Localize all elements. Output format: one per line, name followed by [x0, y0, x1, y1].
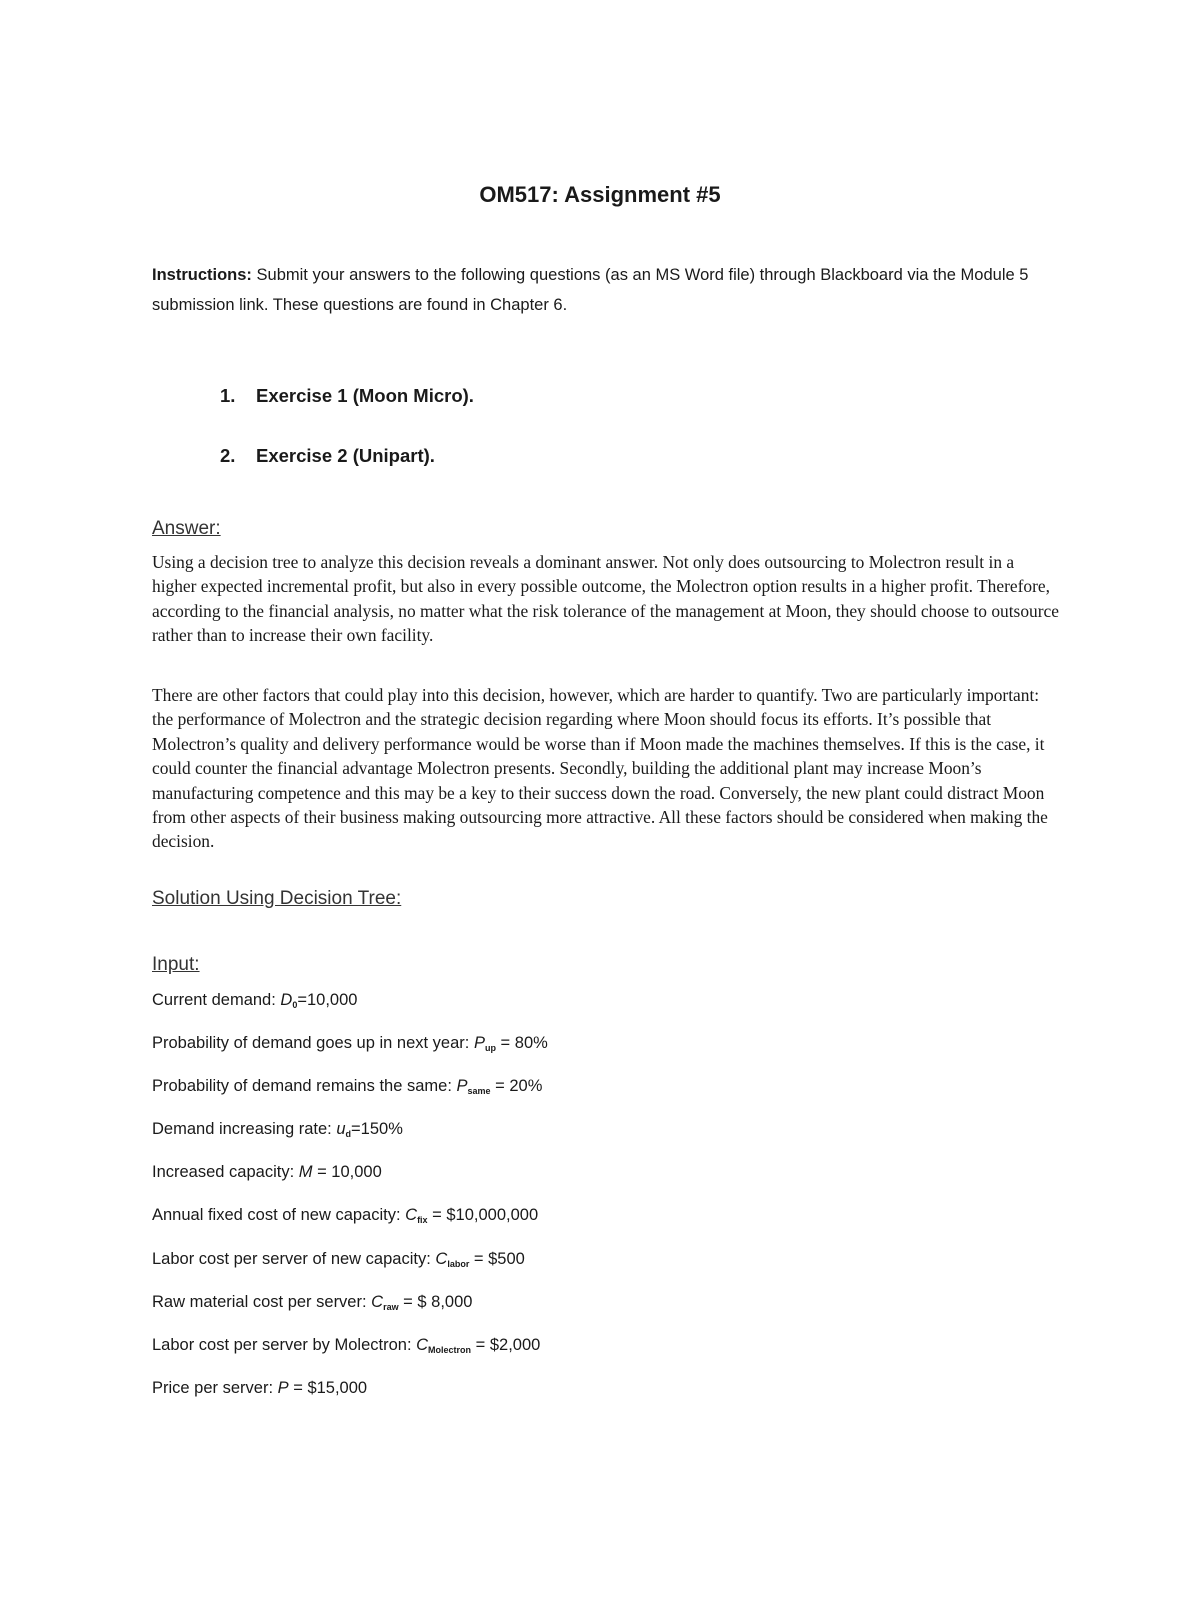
- answer-heading: Answer:: [152, 518, 221, 539]
- instructions: [152, 260, 1052, 320]
- exercise-label: Exercise 1 (Moon Micro).: [256, 385, 474, 406]
- input-line: Annual fixed cost of new capacity: $C_{fix}$ = $10,000,000: [152, 1206, 539, 1225]
- instructions-label: Instructions:: [152, 266, 252, 284]
- input-line: Price per server: P = $15,000: [152, 1379, 368, 1397]
- input-line: Probability of demand goes up in next year: $P_{up} = 80\%$: [152, 1034, 548, 1053]
- exercise-item: [220, 385, 474, 407]
- input-line: Increased capacity: M = 10,000: [152, 1163, 382, 1181]
- input-line: Demand increasing rate: $u_d=150\%$: [152, 1120, 403, 1139]
- answer-paragraph-2: There are other factors that could play into this decision, however, which are harder to quantify. Two are particularly important: the performance of Molectron and the strategic decision regarding where Moon should focus its efforts. It’s possible that Molectron’s quality and delivery performance would be worse than if Moon made the machines themselves. If this is the case, it could counter the financial advantage Molectron presents. Secondly, building the additional plant may increase Moon’s manufacturing competence and this may be a key to their success down the road. Conversely, the new plant could distract Moon from other aspects of their business making outsourcing more attractive. All these factors should be considered when making the decision.: [152, 685, 1048, 852]
- input-line: Labor cost per server by Molectron: $C_{Molectron}$ = $2,000: [152, 1336, 541, 1355]
- input-line: Labor cost per server of new capacity: $C_{labor}$ = $500: [152, 1250, 525, 1269]
- instructions-text: Submit your answers to the following questions (as an MS Word file) through Blackboard via the Module 5 submission link. These questions are found in Chapter 6.: [152, 266, 1029, 314]
- exercise-number: 2.: [220, 445, 236, 466]
- answer-paragraph-1: Using a decision tree to analyze this decision reveals a dominant answer. Not only does outsourcing to Molectron result in a higher expected incremental profit, but also in every possible outcome, the Molectron option results in a higher profit. Therefore, according to the financial analysis, no matter what the risk tolerance of the management at Moon, they should choose to outsource rather than to increase their own facility.: [152, 552, 1059, 646]
- input-line: Current demand: $D_0=10,000$: [152, 991, 358, 1010]
- exercise-item: [220, 445, 435, 467]
- exercise-label: Exercise 2 (Unipart).: [256, 445, 435, 466]
- exercise-number: 1.: [220, 385, 236, 406]
- input-line: Raw material cost per server: $C_{raw}$ = $ 8,000: [152, 1293, 473, 1312]
- input-heading: Input:: [152, 954, 200, 975]
- input-line: Probability of demand remains the same: $P_{same} = 20\%$: [152, 1077, 543, 1096]
- page-title: OM517: Assignment #5: [479, 182, 721, 207]
- solution-heading: Solution Using Decision Tree:: [152, 888, 402, 909]
